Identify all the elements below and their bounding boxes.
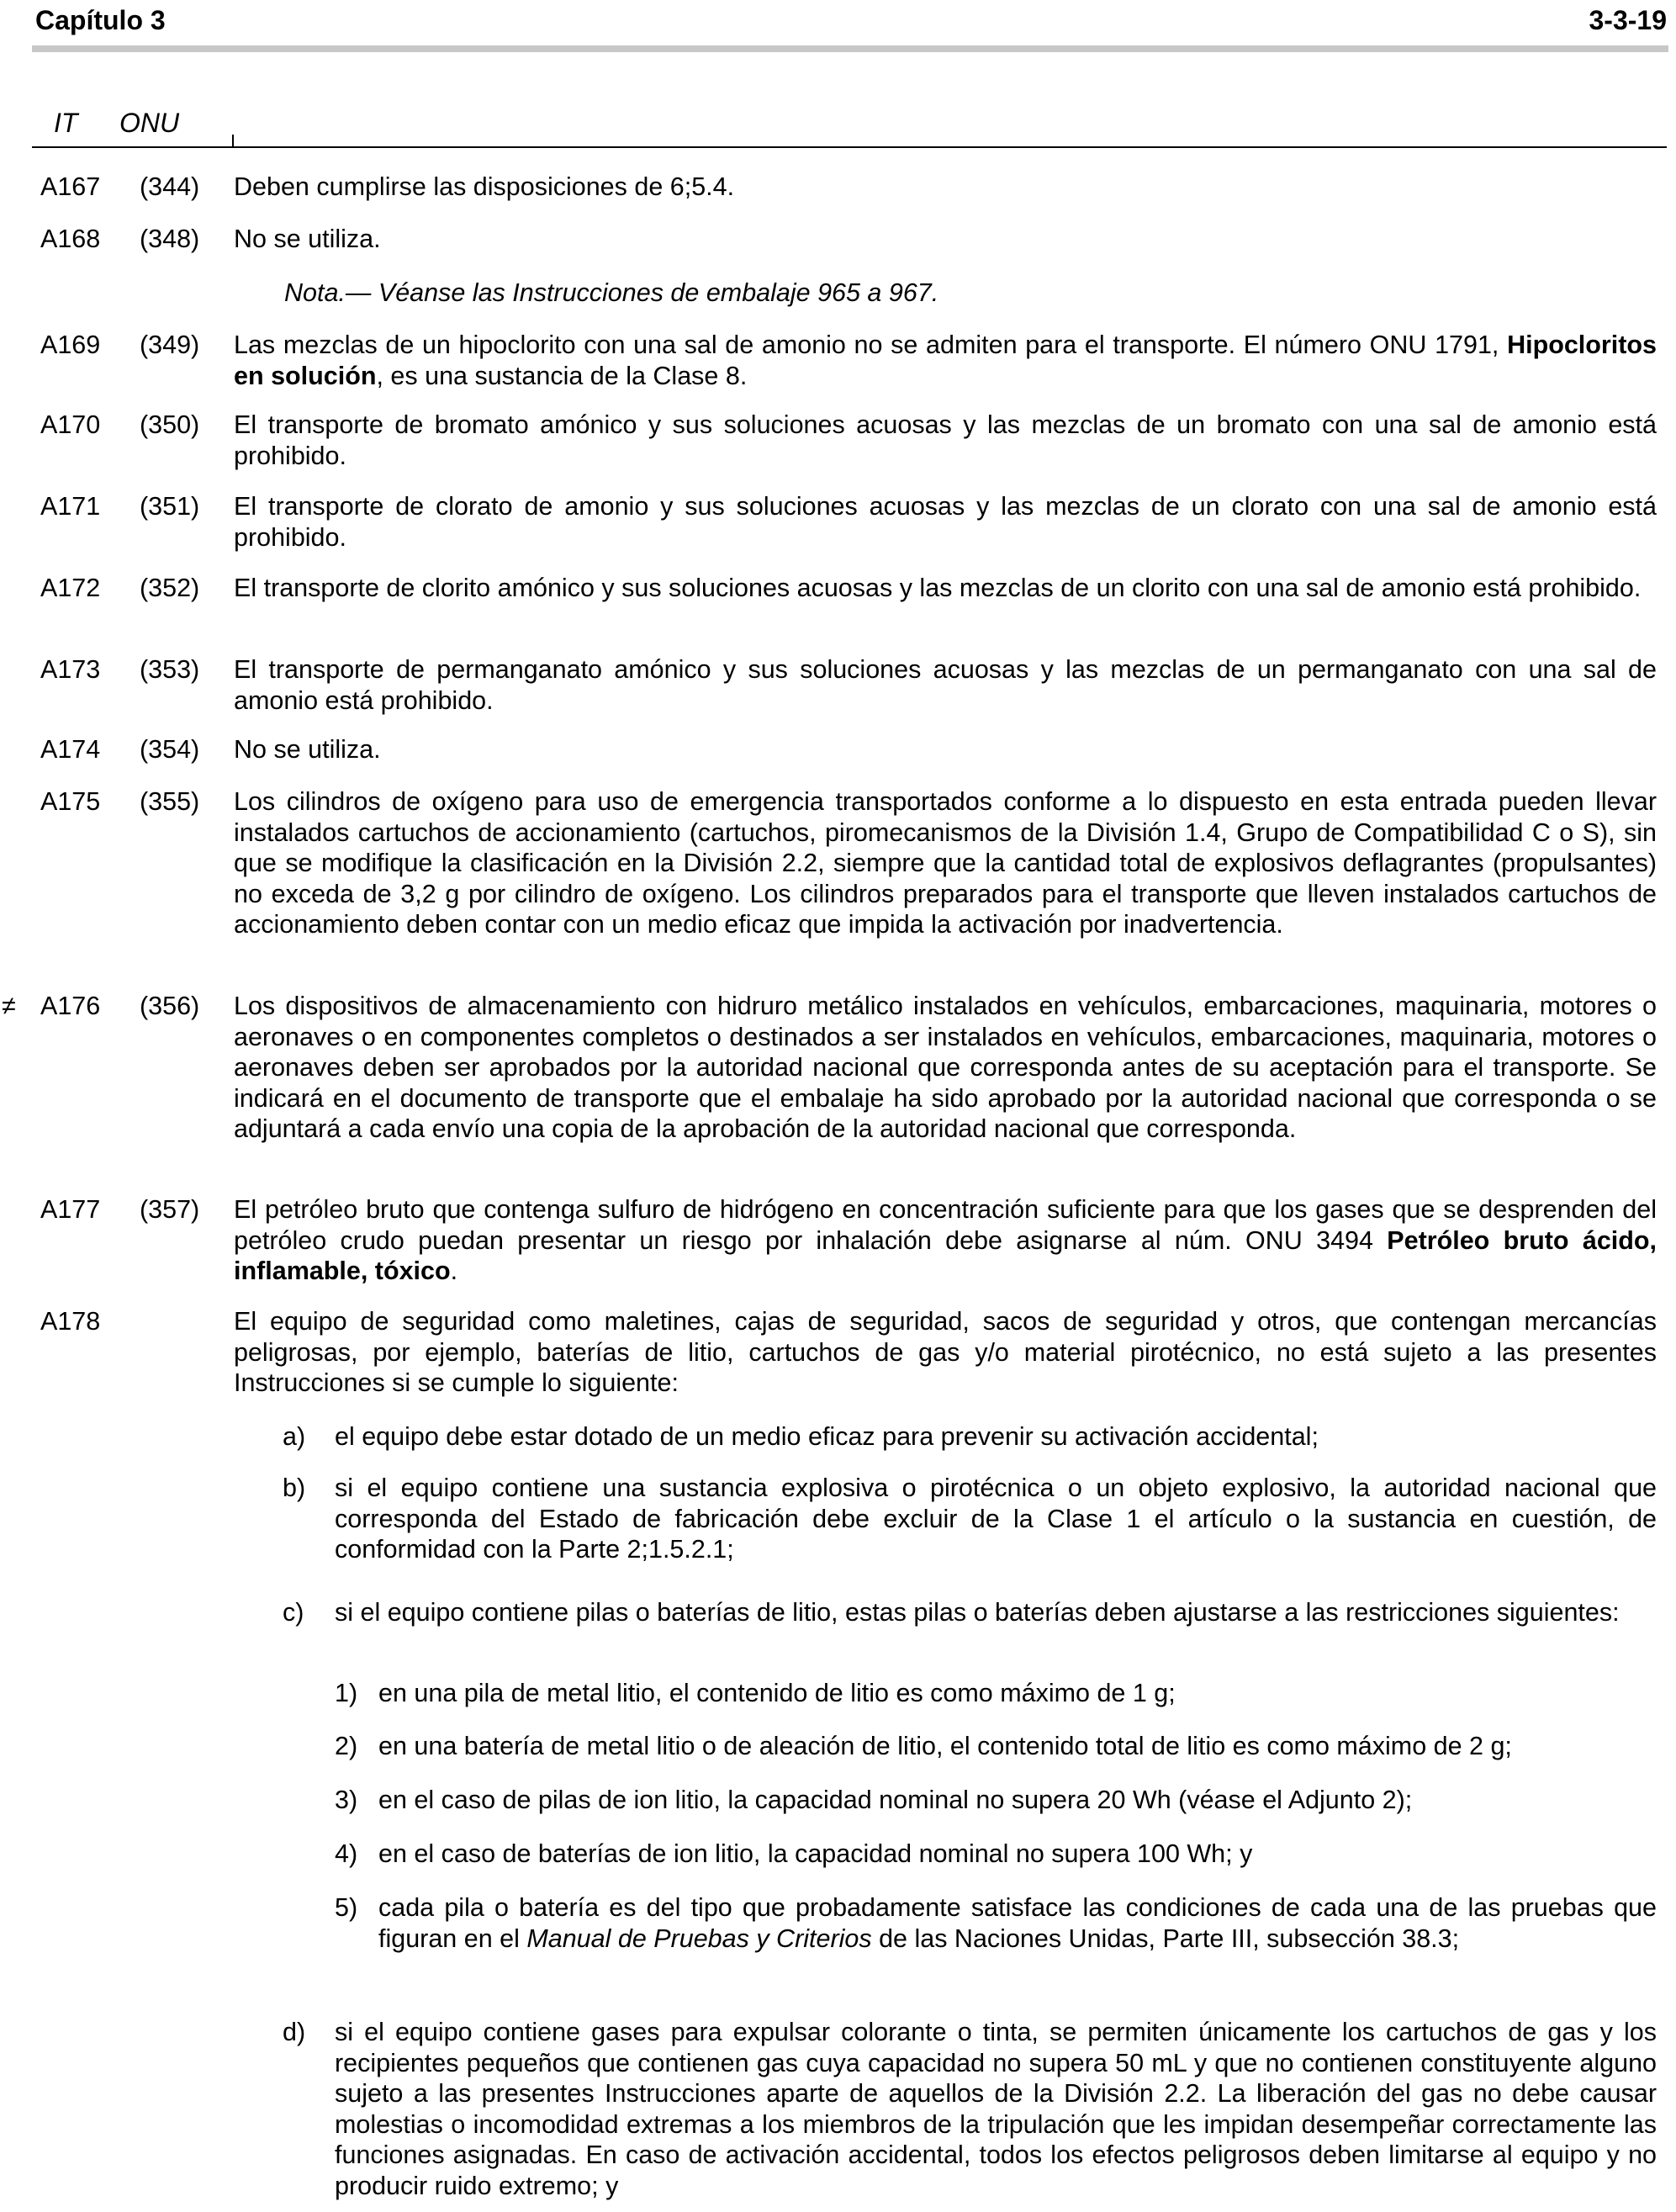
list-item-label: b) (283, 1474, 306, 1502)
it-code: A174 (40, 735, 101, 764)
it-code: A170 (40, 410, 101, 439)
sub-list-item-text: en una pila de metal litio, el contenido de litio es como máximo de 1 g; (378, 1679, 1176, 1707)
it-code: A172 (40, 574, 101, 602)
list-item-label: a) (283, 1422, 306, 1451)
publication-title: Manual de Pruebas y Criterios (526, 1924, 872, 1953)
sub-list-item-label: 5) (335, 1893, 358, 1922)
onu-code: (355) (140, 787, 200, 816)
it-code: A167 (40, 172, 101, 201)
provision-text: El equipo de seguridad como maletines, cajas de seguridad, sacos de seguridad y otros, que contengan mercancías peligrosas, por ejemplo, baterías de litio, cartuchos de gas y/o material pirotécnico, no está sujeto a las presentes Instrucciones si se cumple lo siguiente: (234, 1307, 1657, 1397)
it-code: A177 (40, 1195, 101, 1224)
page-number: 3-3-19 (1589, 5, 1667, 35)
sub-list-item-text: en una batería de metal litio o de aleación de litio, el contenido total de litio es como máximo de 2 g; (378, 1732, 1512, 1760)
provision-text: Los dispositivos de almacenamiento con hidruro metálico instalados en vehículos, embarcaciones, maquinaria, motores o aeronaves o en componentes completos o destinados a ser instalados en vehículos, embarcaciones, maquinaria, motores o aeronaves deben ser aprobados por la autoridad nacional que corresponda antes de su aceptación para el transporte. Se indicará en el documento de transporte que el embalaje ha sido aprobado por la autoridad nacional que corresponda o se adjuntará a cada envío una copia de la aprobación de la autoridad nacional que corresponda. (234, 992, 1657, 1143)
sub-list-item-label: 2) (335, 1732, 358, 1760)
provision-text: El transporte de clorato de amonio y sus soluciones acuosas y las mezclas de un clorato con una sal de amonio está prohibido. (234, 492, 1657, 552)
provision-text: El petróleo bruto que contenga sulfuro de hidrógeno en concentración suficiente para que los gases que se desprenden del petróleo crudo puedan presentar un riesgo por inhalación debe asignarse al núm. ONU 3494 Petróleo bruto ácido, inflamable, tóxico. (234, 1195, 1657, 1285)
provision-text: Los cilindros de oxígeno para uso de emergencia transportados conforme a lo dispuesto en esta entrada pueden llevar instalados cartuchos de accionamiento (cartuchos, piromecanismos de la División 1.4, Grupo de Compatibilidad C o S), sin que se modifique la clasificación en la División 2.2, siempre que la cantidad total de explosivos deflagrantes (propulsantes) no exceda de 3,2 g por cilindro de oxígeno. Los cilindros preparados para el transporte que lleven instalados cartuchos de accionamiento deben contar con un medio eficaz que impida la activación por inadvertencia. (234, 787, 1657, 939)
page-header (35, 3, 1667, 40)
sub-list-item-text: cada pila o batería es del tipo que probadamente satisface las condiciones de cada una de las pruebas que figuran en el Manual de Pruebas y Criterios de las Naciones Unidas, Parte III, subsección 38.3; (378, 1893, 1657, 1953)
it-code: A173 (40, 655, 101, 684)
onu-code: (348) (140, 225, 200, 253)
column-header-it: IT (54, 108, 78, 138)
onu-code: (344) (140, 172, 200, 201)
substance-name: Petróleo bruto ácido, inflamable, tóxico (234, 1225, 1657, 1285)
provision-text: No se utiliza. (234, 225, 381, 253)
it-code: A178 (40, 1307, 101, 1336)
list-item-text: si el equipo contiene gases para expulsar colorante o tinta, se permiten únicamente los cartuchos de gas y los recipientes pequeños que contienen gas cuya capacidad no supera 50 mL y que no contienen constituyente alguno sujeto a las presentes Instrucciones aparte de aquellos de la División 2.2. La liberación del gas no debe causar molestias o incomodidad extremas a los miembros de la tripulación que les impidan desempeñar correctamente las funciones asignadas. En caso de activación accidental, todos los efectos peligrosos deben limitarse al equipo y no producir ruido extremo; y (335, 2018, 1657, 2200)
list-item-text: si el equipo contiene pilas o baterías de litio, estas pilas o baterías deben ajustarse a las restricciones siguientes: (335, 1598, 1620, 1627)
it-code: A169 (40, 331, 101, 359)
onu-code: (356) (140, 992, 200, 1020)
onu-code: (357) (140, 1195, 200, 1224)
substance-name: Hipocloritos en solución (234, 331, 1657, 390)
it-code: A171 (40, 492, 101, 521)
change-mark: ≠ (2, 992, 16, 1020)
column-header-divider (32, 146, 1667, 148)
provision-text: Las mezclas de un hipoclorito con una sal de amonio no se admiten para el transporte. El número ONU 1791, Hipocloritos en solución, es una sustancia de la Clase 8. (234, 331, 1657, 390)
list-item-text: el equipo debe estar dotado de un medio eficaz para prevenir su activación accidental; (335, 1422, 1319, 1451)
provision-text: El transporte de bromato amónico y sus soluciones acuosas y las mezclas de un bromato con una sal de amonio está prohibido. (234, 410, 1657, 470)
column-header-onu: ONU (119, 108, 180, 138)
chapter-title: Capítulo 3 (35, 5, 166, 35)
it-code: A176 (40, 992, 101, 1020)
onu-code: (350) (140, 410, 200, 439)
sub-list-item-label: 3) (335, 1786, 358, 1814)
list-item-label: d) (283, 2018, 306, 2046)
sub-list-item-text: en el caso de pilas de ion litio, la capacidad nominal no supera 20 Wh (véase el Adjunto 2); (378, 1786, 1413, 1814)
provision-text: Deben cumplirse las disposiciones de 6;5.4. (234, 172, 735, 201)
sub-list-item-label: 1) (335, 1679, 358, 1707)
it-code: A175 (40, 787, 101, 816)
provision-text: El transporte de clorito amónico y sus soluciones acuosas y las mezclas de un clorito con una sal de amonio está prohibido. (234, 574, 1642, 602)
list-item-text: si el equipo contiene una sustancia explosiva o pirotécnica o un objeto explosivo, la autoridad nacional que corresponda del Estado de fabricación debe excluir de la Clase 1 el artículo o la sustancia en cuestión, de conformidad con la Parte 2;1.5.2.1; (335, 1474, 1657, 1564)
it-code: A168 (40, 225, 101, 253)
onu-code: (354) (140, 735, 200, 764)
provision-text: El transporte de permanganato amónico y sus soluciones acuosas y las mezclas de un permanganato con una sal de amonio está prohibido. (234, 655, 1657, 715)
list-item-label: c) (283, 1598, 304, 1627)
header-divider (32, 45, 1668, 52)
onu-code: (351) (140, 492, 200, 521)
onu-code: (352) (140, 574, 200, 602)
onu-code: (349) (140, 331, 200, 359)
provision-note: Nota.— Véanse las Instrucciones de embalaje 965 a 967. (284, 278, 939, 307)
provision-text: No se utiliza. (234, 735, 381, 764)
onu-code: (353) (140, 655, 200, 684)
sub-list-item-label: 4) (335, 1839, 358, 1868)
sub-list-item-text: en el caso de baterías de ion litio, la capacidad nominal no supera 100 Wh; y (378, 1839, 1253, 1868)
column-divider-tick (232, 135, 234, 148)
